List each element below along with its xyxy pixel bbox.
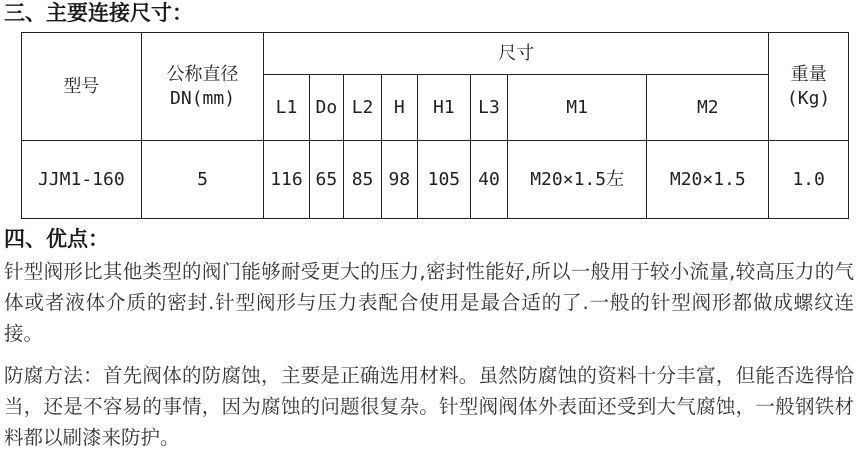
- cell-m1: M20×1.5左: [507, 141, 647, 219]
- cell-l2: 85: [344, 141, 382, 219]
- cell-dn: 5: [141, 141, 264, 219]
- header-m2: M2: [647, 75, 769, 141]
- header-weight: [769, 33, 849, 141]
- header-model: 型号: [22, 33, 142, 141]
- anticorrosion-paragraph: 防腐方法：首先阀体的防腐蚀，主要是正确选用材料。虽然防腐蚀的资料十分丰富，但能否选得恰当，还是不容易的事情，因为腐蚀的问题很复杂。针型阀阀体外表面还受到大气腐蚀，一般钢铁材料都以刷漆来防护。: [4, 364, 854, 449]
- header-size: 尺寸: [264, 33, 769, 75]
- cell-weight: 1.0: [769, 141, 849, 219]
- header-nominal-diameter: [141, 33, 264, 141]
- header-m1: M1: [507, 75, 647, 141]
- cell-l3: 40: [471, 141, 508, 219]
- header-l2: L2: [344, 75, 382, 141]
- cell-model: JJM1-160: [22, 141, 142, 219]
- header-l3: L3: [471, 75, 508, 141]
- table-row: [22, 141, 849, 219]
- header-do: Do: [309, 75, 344, 141]
- header-h1: H1: [417, 75, 471, 141]
- advantages-paragraph: 针型阀形比其他类型的阀门能够耐受更大的压力,密封性能好,所以一般用于较小流量,较高压力的气体或者液体介质的密封.针型阀形与压力表配合使用是最合适的了.一般的针型阀形都做成螺纹连接。: [4, 260, 854, 345]
- header-weight-unit: (Kg): [786, 87, 831, 109]
- cell-do: 65: [309, 141, 344, 219]
- section-3-heading: 三、主要连接尺寸：: [4, 1, 193, 25]
- connection-dimensions-table: [21, 32, 849, 219]
- header-h: H: [381, 75, 417, 141]
- section-4-heading: 四、优点：: [4, 227, 109, 251]
- table-header-row-1: [22, 33, 849, 75]
- header-l1: L1: [264, 75, 309, 141]
- cell-h: 98: [381, 141, 417, 219]
- header-weight-label: 重量: [790, 63, 827, 85]
- header-dn-unit: DN(mm): [170, 87, 236, 109]
- cell-l1: 116: [264, 141, 309, 219]
- cell-m2: M20×1.5: [647, 141, 769, 219]
- cell-h1: 105: [417, 141, 471, 219]
- header-dn-label: 公称直径: [166, 63, 239, 85]
